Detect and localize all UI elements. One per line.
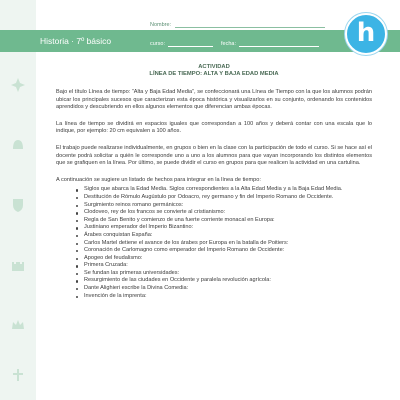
list-item: Surgimiento reinos romano germánicos: bbox=[76, 202, 372, 210]
list-item: Carlos Martel detiene el avance de los árabes por Europa en la batalla de Poitiers: bbox=[76, 240, 372, 248]
subject-label: Historia · 7º básico bbox=[40, 36, 112, 46]
castle-icon bbox=[0, 250, 36, 280]
name-label: Nombre: bbox=[150, 22, 172, 28]
fleur-icon bbox=[0, 70, 36, 100]
date-field[interactable] bbox=[239, 40, 319, 47]
brand-logo: h bbox=[345, 13, 387, 55]
list-item: Árabes conquistan España: bbox=[76, 232, 372, 240]
list-item: Primera Cruzada: bbox=[76, 262, 372, 270]
list-item: Apogeo del feudalismo: bbox=[76, 255, 372, 263]
list-item: Siglos que abarca la Edad Media. Siglos correspondientes a la Alta Edad Media y a la Baja Edad Media. bbox=[76, 186, 372, 194]
course-field-row bbox=[150, 40, 319, 47]
worksheet-content bbox=[56, 64, 372, 300]
paragraph-intro: Bajo el título Línea de tiempo: “Alta y Baja Edad Media”, se confeccionará una Línea de Tiempo con la que los alumnos podrán ubicar los principales sucesos que caracterizan esta época histórica y visualizarlos en su conjunto, ordenando los contenidos aprendidos y descubriendo en ellos algunos elementos que diferencian ambas épocas. bbox=[56, 89, 372, 111]
list-item: Invención de la imprenta: bbox=[76, 293, 372, 301]
cross-icon bbox=[0, 360, 36, 390]
helmet-icon bbox=[0, 130, 36, 160]
list-item: Resurgimiento de las ciudades en Occidente y paralela revolución agrícola: bbox=[76, 277, 372, 285]
name-field-row bbox=[150, 21, 325, 28]
list-item: Se fundan las primeras universidades: bbox=[76, 270, 372, 278]
name-field[interactable] bbox=[175, 21, 325, 28]
list-item: Destitución de Rómulo Augústulo por Odoacro, rey germano y fin del Imperio Romano de Occidente. bbox=[76, 194, 372, 202]
decorative-sidebar bbox=[0, 0, 36, 400]
paragraph-scale: La línea de tiempo se dividirá en espacios iguales que correspondan a 100 años y deberá contar con una escala que lo indique, por ejemplo: 20 cm equivalen a 100 años. bbox=[56, 120, 372, 135]
events-list bbox=[56, 186, 372, 300]
paragraph-work: El trabajo puede realizarse individualmente, en grupos o bien en la clase con la participación de todo el curso. Si se hace así el docente podrá solicitar a quién le corresponde uno a uno a los alumnos para que vayan incorporando los distintos elementos que se grafiquen en la línea. Por último, se puede dividir el curso en grupos para que realicen la actividad en una cartulina. bbox=[56, 144, 372, 167]
course-label: curso: bbox=[150, 41, 165, 47]
date-label: fecha: bbox=[220, 41, 236, 47]
crown-icon bbox=[0, 310, 36, 340]
list-item: Justiniano emperador del Imperio Bizantino: bbox=[76, 224, 372, 232]
activity-title: ACTIVIDAD bbox=[198, 64, 230, 70]
course-field[interactable] bbox=[168, 40, 213, 47]
list-item: Clodoveo, rey de los francos se convierte al cristianismo: bbox=[76, 209, 372, 217]
paragraph-list-intro: A continuación se sugiere un listado de hechos para integrar en la línea de tiempo: bbox=[56, 176, 261, 183]
list-item: Coronación de Carlomagno como emperador del Imperio Romano de Occidente: bbox=[76, 247, 372, 255]
shield-icon bbox=[0, 190, 36, 220]
list-item: Regla de San Benito y comienzo de una fuerte corriente monacal en Europa: bbox=[76, 217, 372, 225]
activity-subtitle: LÍNEA DE TIEMPO: ALTA Y BAJA EDAD MEDIA bbox=[149, 71, 279, 77]
list-item: Dante Alighieri escribe la Divina Comedia: bbox=[76, 285, 372, 293]
